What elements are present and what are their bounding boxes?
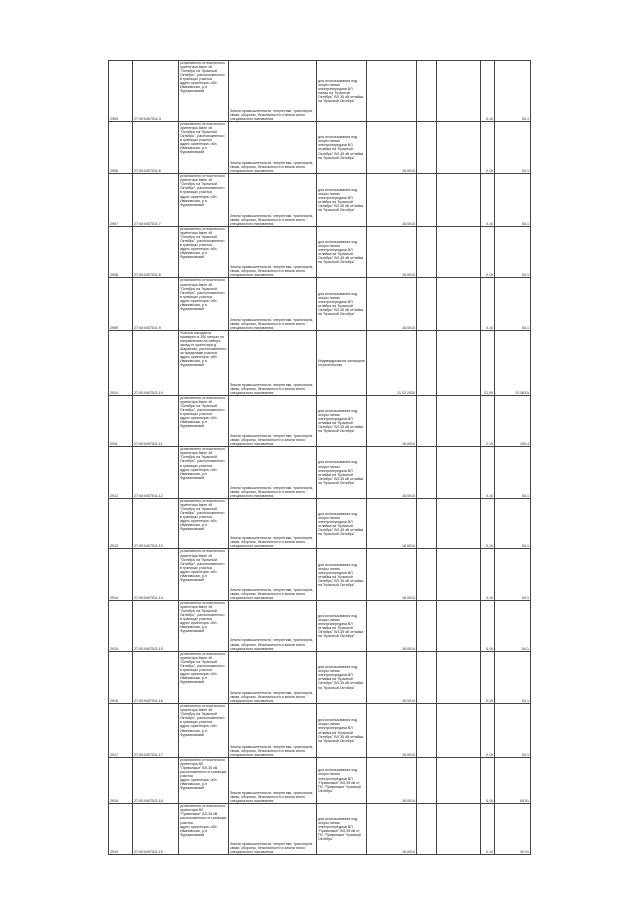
- land-category-text: Земли промышленности, энергетики, транспорта, связи, обороны, безопасности и земли иного специального назначения: [230, 587, 314, 601]
- value-cell: [437, 549, 481, 601]
- table-row: [109, 226, 531, 278]
- rate-cell-text: 0,10: [486, 596, 493, 601]
- registration-date: [367, 331, 417, 396]
- land-category: [229, 331, 317, 396]
- rate-cell-text: 0,10: [486, 493, 493, 498]
- rate-cell: [481, 601, 495, 652]
- cadastral-number: [133, 447, 179, 499]
- value-cell: [437, 447, 481, 499]
- total-cell: [495, 651, 531, 704]
- cadastral-number-text: 27:00:0407511:14: [134, 596, 163, 601]
- registration-date: [367, 498, 417, 549]
- registration-date: [367, 757, 417, 804]
- area-cell: [417, 651, 437, 704]
- land-category-text: Земли промышленности, энергетики, транспорта, связи, обороны, безопасности и земли иного специального назначения: [230, 213, 314, 226]
- area-cell: [417, 757, 437, 804]
- permitted-use-text: для использования под опоры линии электропередачи ВЛ отпайка на "Красный Октябрь" ВЛ-35 кВ отпайка на "Красный Октябрь": [318, 240, 364, 265]
- location-description: [179, 226, 229, 278]
- permitted-use-text: для использования под опоры линии электропередачи ВЛ отпайка на "Красный Октябрь" ВЛ-35 кВ отпайка на "Красный Октябрь": [318, 135, 364, 160]
- location-description-text: установлено относительно ориентира 8млн ±8 "Октябрь на "Красный Октябрь", расположенного в границах участка адрес ориентира: обл. Ивановская, р-н Фурмановский: [180, 498, 225, 532]
- cadastral-number-text: 27:00:0407511:13: [134, 544, 163, 549]
- area-cell: [417, 331, 437, 396]
- cadastral-number-text: 27:00:0407511:17: [134, 752, 163, 757]
- row-number-text: 2915: [110, 646, 118, 651]
- row-number-text: 2906: [110, 169, 118, 174]
- land-category-text: Земли промышленности, энергетики, транспорта, связи, обороны, безопасности и земли иного специального назначения: [230, 536, 314, 549]
- rate-cell: [481, 331, 495, 396]
- cadastral-number: [133, 121, 179, 174]
- location-description-text: установлено относительно ориентира 8млн ±8 "Октябрь на "Красный Октябрь", расположенного в границах участка адрес ориентира: обл. Ивановская, р-н Фурмановский: [180, 174, 225, 207]
- permitted-use: [317, 447, 367, 499]
- value-cell: [437, 121, 481, 174]
- permitted-use-text: для использования под опоры линии электропередачи ВЛ "Приволжье" ВЛ-35 кВ от ПС "Приволжье" Красный Октябрь": [318, 817, 361, 842]
- rate-cell-text: 0,10: [486, 849, 493, 854]
- registration-date-text: 16.0014: [402, 169, 415, 174]
- registration-date-text: 16.0014: [402, 544, 415, 549]
- cadastral-number: [133, 61, 179, 122]
- registration-date-text: 16.0014: [402, 849, 415, 854]
- row-number-text: 2909: [110, 326, 118, 330]
- location-description-text: установлено относительно ориентира ВЛ "Приволжье" ВЛ-35 кВ, расположенного в границах участка адрес ориентира: обл. Ивановская, р-н Фурмановский: [180, 757, 227, 791]
- registration-date: [367, 121, 417, 174]
- permitted-use: [317, 549, 367, 601]
- cadastral-number: [133, 331, 179, 396]
- land-category-text: Земли промышленности, энергетики, транспорта, связи, обороны, безопасности и земли иного специального назначения: [230, 485, 314, 498]
- row-number: [109, 704, 133, 758]
- row-number: [109, 174, 133, 227]
- cadastral-number: [133, 174, 179, 227]
- permitted-use-text: для использования под опоры линии электропередачи ВЛ отпайка на "Красный Октябрь" ВЛ-35 кВ отпайка на "Красный Октябрь": [318, 665, 364, 690]
- rate-cell: [481, 174, 495, 227]
- location-description: [179, 61, 229, 122]
- rate-cell: [481, 498, 495, 549]
- location-description: [179, 395, 229, 447]
- total-cell-text: 105,4: [520, 442, 529, 447]
- total-cell-text: 54,1: [522, 752, 529, 757]
- location-description: [179, 331, 229, 396]
- land-category-text: Земли промышленности, энергетики, транспорта, связи, обороны, безопасности и земли иного специального назначения: [230, 638, 314, 651]
- land-category-text: Земли промышленности, энергетики, транспорта, связи, обороны, безопасности и земли иного специального назначения: [230, 265, 314, 278]
- total-cell: [495, 278, 531, 331]
- permitted-use: [317, 331, 367, 396]
- permitted-use-text: для использования под опоры линии электропередачи ВЛ отпайка на "Красный Октябрь" ВЛ-35 кВ отпайка на "Красный Октябрь": [318, 718, 364, 743]
- location-description-text: установлено относительно ориентира 8млн ±8 "Октябрь на "Красный Октябрь", расположенного в границах участка адрес ориентира: обл. Ивановская, р-н Фурмановский: [180, 61, 225, 94]
- permitted-use: [317, 601, 367, 652]
- value-cell: [437, 278, 481, 331]
- row-number-text: 2913: [110, 544, 118, 549]
- cadastral-number-text: 27:00:0407511:19: [134, 849, 163, 854]
- location-description: [179, 447, 229, 499]
- total-cell-text: 40,91: [520, 849, 529, 854]
- permitted-use-text: для использования под опоры линии электропередачи ВЛ отпайка на "Красный Октябрь" ВЛ-35 кВ отпайка на "Красный Октябрь": [318, 187, 364, 213]
- rate-cell: [481, 447, 495, 499]
- permitted-use: [317, 704, 367, 758]
- row-number-text: 2911: [110, 442, 118, 447]
- location-description-text: установлено относительно ориентира 8млн ±8 "Октябрь на "Красный Октябрь", расположенного в границах участка адрес ориентира: обл. Ивановская, р-н Фурмановский: [180, 447, 225, 480]
- registration-date: [367, 61, 417, 122]
- location-description-text: установлено относительно ориентира ВЛ "Приволжье" ВЛ-35 кВ, расположенного в границах участка адрес ориентира: обл. Ивановская, р-н Фурмановский: [180, 804, 227, 837]
- land-category: [229, 498, 317, 549]
- permitted-use: [317, 804, 367, 855]
- land-category: [229, 121, 317, 174]
- row-number: [109, 757, 133, 804]
- cadastral-number: [133, 498, 179, 549]
- cadastral-number-text: 27:00:0407511:6: [134, 169, 161, 174]
- location-description-text: установлено относительно ориентира 8млн ±8 "Октябрь на "Красный Октябрь", расположенного в границах участка адрес ориентира: обл. Ивановская, р-н Фурмановский: [180, 278, 225, 311]
- rate-cell-text: 0,10: [486, 544, 493, 549]
- land-category: [229, 704, 317, 758]
- registration-date: [367, 447, 417, 499]
- location-description-text: установлено относительно ориентира 8млн ±8 "Октябрь на "Красный Октябрь", расположенного в границах участка адрес ориентира: обл. Ивановская, р-н Фурмановский: [180, 601, 225, 634]
- value-cell: [437, 757, 481, 804]
- rate-cell: [481, 226, 495, 278]
- registration-date-text: 11.02.2020: [397, 390, 415, 395]
- land-category: [229, 278, 317, 331]
- permitted-use-text: Индивидуальное жилищное строительство: [318, 358, 365, 367]
- row-number-text: 2912: [110, 493, 118, 498]
- area-cell: [417, 549, 437, 601]
- land-category-text: Земли промышленности, энергетики, транспорта, связи, обороны, безопасности и земли иного специального назначения: [230, 691, 314, 704]
- rate-cell: [481, 549, 495, 601]
- cadastral-number-text: 27:00:0407511:12: [134, 493, 163, 498]
- row-number-text: 2905: [110, 116, 118, 121]
- row-number: [109, 498, 133, 549]
- rate-cell-text: 0,10: [486, 752, 493, 757]
- total-cell: [495, 331, 531, 396]
- permitted-use-text: для использования под опоры линии электропередачи ВЛ линии на "Красный Октябрь" ВЛ-35 кВ отпайка на "Красный Октябрь": [318, 78, 364, 103]
- value-cell: [437, 61, 481, 122]
- table-row: [109, 174, 531, 227]
- location-description-text: установлено относительно ориентира 8млн ±8 "Октябрь на "Красный Октябрь", расположенного в границах участка адрес ориентира: обл. Ивановская, р-н Фурмановский: [180, 395, 225, 429]
- value-cell: [437, 704, 481, 758]
- permitted-use: [317, 61, 367, 122]
- registration-date-text: 16.0014: [402, 646, 415, 651]
- row-number: [109, 331, 133, 396]
- row-number: [109, 395, 133, 447]
- cadastral-number-text: 27:00:0407511:4: [134, 116, 161, 121]
- cadastral-number: [133, 757, 179, 804]
- row-number-text: 2910: [110, 390, 118, 395]
- row-number: [109, 226, 133, 278]
- value-cell: [437, 226, 481, 278]
- total-cell-text: 54,1: [522, 699, 529, 704]
- total-cell-text: 13 363,5: [515, 390, 529, 395]
- land-category: [229, 174, 317, 227]
- table-row: [109, 331, 531, 396]
- total-cell: [495, 174, 531, 227]
- row-number-text: 2907: [110, 221, 118, 226]
- land-category: [229, 549, 317, 601]
- rate-cell: [481, 121, 495, 174]
- table-row: [109, 498, 531, 549]
- rate-cell: [481, 757, 495, 804]
- total-cell-text: 65,91: [520, 799, 529, 804]
- registration-date: [367, 704, 417, 758]
- total-cell-text: 54,1: [522, 221, 529, 226]
- row-number: [109, 601, 133, 652]
- location-description-text: установлено относительно ориентира 8млн ±8 "Октябрь на "Красный Октябрь", расположенного в границах участка адрес ориентира: обл. Ивановская, р-н Фурмановский: [180, 549, 225, 582]
- total-cell: [495, 498, 531, 549]
- location-description: [179, 498, 229, 549]
- table-row: [109, 549, 531, 601]
- cadastral-number: [133, 226, 179, 278]
- table-row: [109, 757, 531, 804]
- area-cell: [417, 704, 437, 758]
- row-number: [109, 121, 133, 174]
- permitted-use: [317, 757, 367, 804]
- table-row: [109, 651, 531, 704]
- cadastral-number-text: 27:00:0407511:7: [134, 221, 161, 226]
- land-category: [229, 395, 317, 447]
- registration-date: [367, 651, 417, 704]
- rate-cell: [481, 804, 495, 855]
- rate-cell-text: 21,00: [484, 390, 493, 395]
- total-cell: [495, 61, 531, 122]
- value-cell: [437, 601, 481, 652]
- row-number: [109, 61, 133, 122]
- permitted-use: [317, 651, 367, 704]
- value-cell: [437, 174, 481, 227]
- value-cell: [437, 651, 481, 704]
- cadastral-number-text: 27:00:0407511:15: [134, 646, 163, 651]
- area-cell: [417, 226, 437, 278]
- area-cell: [417, 61, 437, 122]
- registration-date-text: 16.0014: [402, 442, 415, 447]
- total-cell: [495, 704, 531, 758]
- cadastral-number-text: 27:00:0407511:18: [134, 799, 163, 804]
- row-number-text: 2916: [110, 699, 118, 704]
- total-cell-text: 54,1: [522, 646, 529, 651]
- rate-cell: [481, 704, 495, 758]
- value-cell: [437, 331, 481, 396]
- table-row: [109, 278, 531, 331]
- registration-date-text: 16.0014: [402, 273, 415, 278]
- registration-date-text: 16.0014: [402, 699, 415, 704]
- location-description: [179, 601, 229, 652]
- land-category: [229, 651, 317, 704]
- rate-cell-text: 2,10: [486, 442, 493, 447]
- table-row: [109, 395, 531, 447]
- location-description: [179, 121, 229, 174]
- permitted-use-text: для использования под опоры линии электропередачи ВЛ отпайка на "Красный Октябрь" ВЛ-35 кВ отпайка на "Красный Октябрь": [318, 511, 364, 536]
- land-category: [229, 226, 317, 278]
- registration-date: [367, 804, 417, 855]
- permitted-use: [317, 226, 367, 278]
- permitted-use: [317, 498, 367, 549]
- rate-cell: [481, 278, 495, 331]
- value-cell: [437, 395, 481, 447]
- registration-date: [367, 395, 417, 447]
- cadastral-number-text: 27:00:0407511:10: [134, 390, 163, 395]
- area-cell: [417, 804, 437, 855]
- cadastral-number: [133, 549, 179, 601]
- land-category: [229, 804, 317, 855]
- row-number: [109, 549, 133, 601]
- rate-cell-text: 0,10: [486, 646, 493, 651]
- table-row: [109, 121, 531, 174]
- area-cell: [417, 174, 437, 227]
- area-cell: [417, 121, 437, 174]
- cadastral-number: [133, 601, 179, 652]
- permitted-use-text: для использования под опоры линии электропередачи ВЛ отпайка на "Красный Октябрь" ВЛ-35 кВ отпайка на "Красный Октябрь": [318, 562, 364, 587]
- area-cell: [417, 601, 437, 652]
- total-cell: [495, 804, 531, 855]
- total-cell-text: 54,1: [522, 273, 529, 278]
- registration-date: [367, 278, 417, 331]
- total-cell: [495, 226, 531, 278]
- location-description: [179, 278, 229, 331]
- row-number-text: 2919: [110, 849, 118, 854]
- cadastral-number-text: 27:00:0407511:8: [134, 273, 161, 278]
- table-row: [109, 447, 531, 499]
- row-number: [109, 804, 133, 855]
- total-cell: [495, 121, 531, 174]
- row-number-text: 2908: [110, 273, 118, 278]
- cadastral-number-text: 27:00:0407511:16: [134, 699, 163, 704]
- location-description: [179, 704, 229, 758]
- total-cell-text: 54,1: [522, 493, 529, 498]
- rate-cell-text: 0,10: [486, 699, 493, 704]
- cadastral-number: [133, 278, 179, 331]
- rate-cell: [481, 61, 495, 122]
- registration-date-text: 16.0014: [402, 221, 415, 226]
- location-description: [179, 174, 229, 227]
- rate-cell-text: 0,10: [486, 169, 493, 174]
- permitted-use: [317, 278, 367, 331]
- location-description: [179, 549, 229, 601]
- location-description: [179, 804, 229, 855]
- value-cell: [437, 498, 481, 549]
- row-number-text: 2918: [110, 799, 118, 804]
- rate-cell: [481, 651, 495, 704]
- permitted-use-text: для использования под опоры линии электропередачи ВЛ отпайка на "Красный Октябрь" ВЛ-35 кВ отпайка на "Красный Октябрь": [318, 613, 364, 638]
- total-cell: [495, 757, 531, 804]
- area-cell: [417, 278, 437, 331]
- cadastral-number-text: 27:00:0407511:11: [134, 442, 163, 447]
- location-description-text: установлено относительно ориентира 8млн ±8 "Октябрь на "Красный Октябрь", расположенного в границах участка адрес ориентира: обл. Ивановская, р-н Фурмановский: [180, 121, 225, 155]
- area-cell: [417, 395, 437, 447]
- row-number-text: 2917: [110, 752, 118, 757]
- registration-date: [367, 174, 417, 227]
- total-cell: [495, 549, 531, 601]
- row-number: [109, 278, 133, 331]
- total-cell-text: 54,1: [522, 116, 529, 121]
- permitted-use: [317, 395, 367, 447]
- land-category-text: Земли промышленности, энергетики, транспорта, связи, обороны, безопасности и земли иного специального назначения: [230, 108, 314, 121]
- land-category-text: Земли промышленности, энергетики, транспорта, связи, обороны, безопасности и земли иного специального назначения: [230, 434, 314, 447]
- total-cell-text: 54,1: [522, 169, 529, 174]
- rate-cell-text: 0,10: [486, 273, 493, 278]
- registration-date-text: 16.0014: [402, 326, 415, 330]
- permitted-use-text: для использования под опоры линии электропередачи ВЛ "Приволжье" ВЛ-35 кВ от ПС "Приволжье" Красный Октябрь": [318, 768, 361, 793]
- rate-cell: [481, 395, 495, 447]
- rate-cell-text: 0,10: [486, 799, 493, 804]
- cadastral-number: [133, 804, 179, 855]
- land-category-text: Земли промышленности, энергетики, транспорта, связи, обороны, безопасности и земли иного специального назначения: [230, 382, 314, 395]
- land-category: [229, 757, 317, 804]
- row-number: [109, 651, 133, 704]
- registration-date: [367, 601, 417, 652]
- total-cell-text: 54,1: [522, 596, 529, 601]
- land-category-text: Земли промышленности, энергетики, транспорта, связи, обороны, безопасности и земли иного специального назначения: [230, 161, 314, 174]
- land-category-text: Земли промышленности, энергетики, транспорта, связи, обороны, безопасности и земли иного специального назначения: [230, 317, 314, 330]
- table-row: [109, 61, 531, 122]
- permitted-use: [317, 174, 367, 227]
- land-register-table: [108, 60, 531, 855]
- location-description-text: установлено относительно ориентира 8млн ±8 "Октябрь на "Красный Октябрь", расположенного в границах участка адрес ориентира: обл. Ивановская, р-н Фурмановский: [180, 651, 225, 684]
- area-cell: [417, 447, 437, 499]
- location-description: [179, 757, 229, 804]
- permitted-use: [317, 121, 367, 174]
- row-number-text: 2914: [110, 596, 118, 601]
- total-cell-text: 54,1: [522, 544, 529, 549]
- table-row: [109, 804, 531, 855]
- total-cell: [495, 395, 531, 447]
- land-category: [229, 447, 317, 499]
- value-cell: [437, 804, 481, 855]
- cadastral-number-text: 27:00:0407511:9: [134, 326, 161, 330]
- land-category-text: Земли промышленности, энергетики, транспорта, связи, обороны, безопасности и земли иного специального назначения: [230, 744, 314, 757]
- registration-date: [367, 226, 417, 278]
- permitted-use-text: для использования под опоры линии электропередачи ВЛ отпайка на "Красный Октябрь" ВЛ-35 кВ отпайка на "Красный Октябрь": [318, 460, 364, 485]
- total-cell: [495, 447, 531, 499]
- registration-date-text: 16.0014: [402, 799, 415, 804]
- table-body: [109, 61, 531, 855]
- registration-date: [367, 549, 417, 601]
- permitted-use-text: для использования под опоры линии электропередачи ВЛ отпайка на "Красный Октябрь" ВЛ-35 кВ отпайка на "Красный Октябрь": [318, 292, 364, 317]
- land-category-text: Земли промышленности, энергетики, транспорта, связи, обороны, безопасности и земли иного специального назначения: [230, 791, 314, 804]
- location-description-text: установлено относительно ориентира 8млн ±8 "Октябрь на "Красный Октябрь", расположенного в границах участка адрес ориентира: обл. Ивановская, р-н Фурмановский: [180, 226, 225, 260]
- registration-date-text: 16.0014: [402, 596, 415, 601]
- land-category: [229, 601, 317, 652]
- total-cell-text: 54,1: [522, 326, 529, 330]
- rate-cell-text: 0,10: [486, 221, 493, 226]
- rate-cell-text: 0,10: [486, 326, 493, 330]
- permitted-use-text: для использования под опоры линии электропередачи ВЛ отпайка на "Красный Октябрь" ВЛ-35 кВ отпайка на "Красный Октябрь": [318, 408, 364, 434]
- location-description: [179, 651, 229, 704]
- rate-cell-text: 0,10: [486, 116, 493, 121]
- land-category: [229, 61, 317, 122]
- cadastral-number: [133, 704, 179, 758]
- row-number: [109, 447, 133, 499]
- table-row: [109, 704, 531, 758]
- registration-date-text: 16.0014: [402, 493, 415, 498]
- area-cell: [417, 498, 437, 549]
- location-description-text: установлено относительно ориентира 8млн ±8 "Октябрь на "Красный Октябрь", расположенного в границах участка адрес ориентира: обл. Ивановская, р-н Фурмановский: [180, 704, 225, 737]
- location-description-text: Участок находится примерно в 350 метрах по направлению на северо-запад от ориентира д. Шарапово, расположенного за пределами участка адрес ориентира: обл. Ивановская, р-н Фурмановский: [180, 331, 227, 368]
- registration-date-text: 16.0014: [402, 752, 415, 757]
- land-category-text: Земли промышленности, энергетики, транспорта, связи, обороны, безопасности и земли иного специального назначения: [230, 841, 314, 854]
- table-row: [109, 601, 531, 652]
- cadastral-number: [133, 651, 179, 704]
- total-cell: [495, 601, 531, 652]
- cadastral-number: [133, 395, 179, 447]
